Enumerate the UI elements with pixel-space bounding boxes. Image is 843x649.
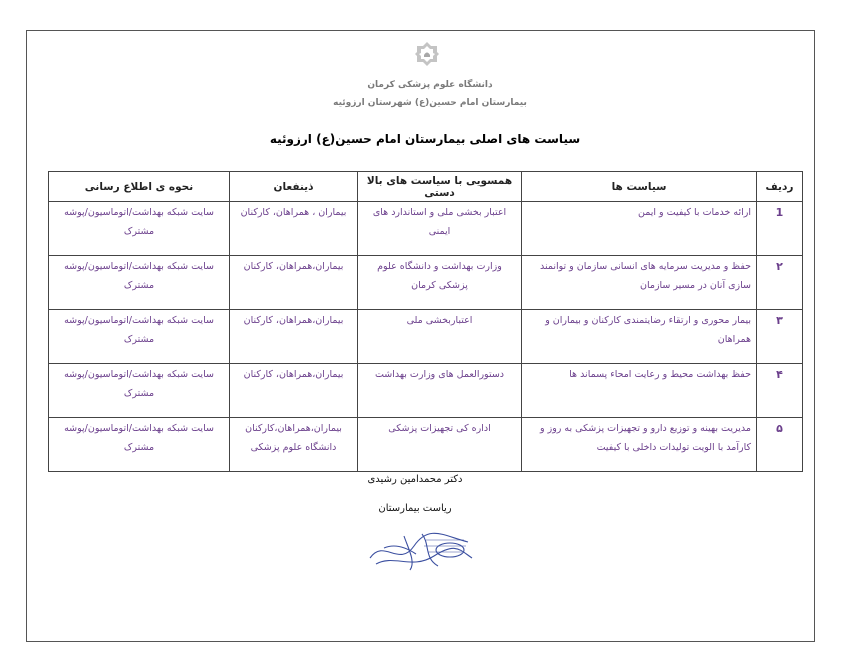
table-row	[49, 418, 803, 472]
stakeholders-cell: بیماران،همراهان، کارکنان	[230, 364, 358, 418]
table-row	[49, 310, 803, 364]
page-title: سیاست های اصلی بیمارستان امام حسین(ع) ارزوئیه	[269, 132, 581, 146]
row-number: ۳	[757, 310, 803, 364]
policy-cell: حفظ و مدیریت سرمایه های انسانی سازمان و توانمند سازی آنان در مسیر سازمان	[522, 256, 757, 310]
policy-cell: بیمار محوری و ارتقاء رضایتمندی کارکنان و بیماران و همراهان	[522, 310, 757, 364]
policies-table	[48, 171, 803, 472]
header-alignment: همسویی با سیاست های بالا دستی	[358, 172, 522, 202]
university-name: دانشگاه علوم پزشکی کرمان	[367, 80, 493, 90]
stakeholders-cell: بیماران،همراهان، کارکنان	[230, 310, 358, 364]
signature-stamp	[364, 528, 476, 574]
header-row-number: ردیف	[757, 172, 803, 202]
signatory-name: دکتر محمدامین رشیدی	[367, 474, 463, 485]
table-row	[49, 364, 803, 418]
university-emblem-icon	[414, 41, 440, 67]
policy-cell: حفظ بهداشت محیط و رعایت امحاء پسماند ها	[522, 364, 757, 418]
alignment-cell: اعتبار بخشی ملی و استاندارد های ایمنی	[358, 202, 522, 256]
notification-cell: سایت شبکه بهداشت/اتوماسیون/پوشه مشترک	[49, 202, 230, 256]
alignment-cell: اداره کی تجهیزات پزشکی	[358, 418, 522, 472]
stakeholders-cell: بیماران،همراهان،کارکنان دانشگاه علوم پزشکی	[230, 418, 358, 472]
row-number: 1	[757, 202, 803, 256]
stakeholders-cell: بیماران،همراهان، کارکنان	[230, 256, 358, 310]
notification-cell: سایت شبکه بهداشت/اتوماسیون/پوشه مشترک	[49, 364, 230, 418]
stakeholders-cell: بیماران ، همراهان، کارکنان	[230, 202, 358, 256]
policy-cell: مدیریت بهینه و توزیع دارو و تجهیزات پزشکی به روز و کارآمد با الویت تولیدات داخلی با کیفیت	[522, 418, 757, 472]
notification-cell: سایت شبکه بهداشت/اتوماسیون/پوشه مشترک	[49, 310, 230, 364]
header-stakeholders: ذینفعان	[230, 172, 358, 202]
header-notification: نحوه ی اطلاع رسانی	[49, 172, 230, 202]
row-number: ۵	[757, 418, 803, 472]
alignment-cell: دستورالعمل های وزارت بهداشت	[358, 364, 522, 418]
hospital-name: بیمارستان امام حسین(ع) شهرستان ارزوئیه	[333, 98, 527, 108]
table-row	[49, 202, 803, 256]
header-policy: سیاست ها	[522, 172, 757, 202]
row-number: ۲	[757, 256, 803, 310]
row-number: ۴	[757, 364, 803, 418]
table-row	[49, 256, 803, 310]
signatory-role: ریاست بیمارستان	[378, 503, 452, 514]
alignment-cell: وزارت بهداشت و دانشگاه علوم پزشکی کرمان	[358, 256, 522, 310]
table-header-row	[49, 172, 803, 202]
policy-cell: ارائه خدمات با کیفیت و ایمن	[522, 202, 757, 256]
alignment-cell: اعتباربخشی ملی	[358, 310, 522, 364]
notification-cell: سایت شبکه بهداشت/اتوماسیون/پوشه مشترک	[49, 418, 230, 472]
notification-cell: سایت شبکه بهداشت/اتوماسیون/پوشه مشترک	[49, 256, 230, 310]
